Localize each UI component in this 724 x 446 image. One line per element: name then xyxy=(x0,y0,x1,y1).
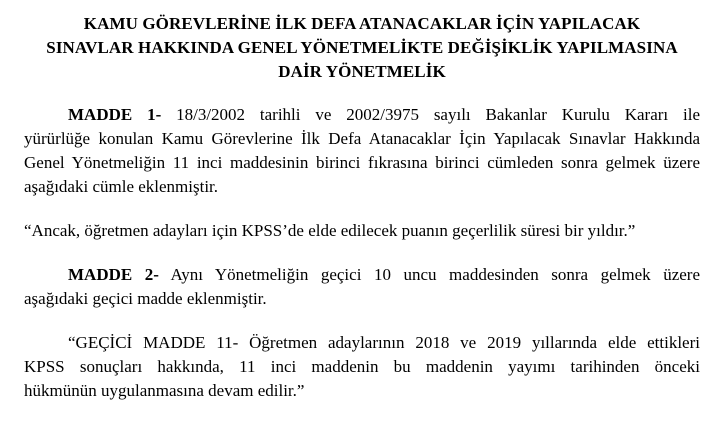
title-line-1: KAMU GÖREVLERİNE İLK DEFA ATANACAKLAR İÇİN YAPILACAK xyxy=(83,14,641,33)
article-2-paragraph xyxy=(24,263,700,311)
quote-1-line: “Ancak, öğretmen adayları için KPSS’de elde edilecek puanın geçerlilik süresi bir yıldır.” xyxy=(24,221,636,240)
quote-2-line-2: KPSS sonuçları hakkında, 11 inci maddenin bu maddenin yayımı tarihinden önceki xyxy=(24,357,700,376)
quote-2-line-1: “GEÇİCİ MADDE 11- Öğretmen adaylarının 2018 ve 2019 yıllarında elde ettikleri xyxy=(68,333,700,352)
document-title xyxy=(24,12,700,84)
article-1-line-3: Genel Yönetmeliğin 11 inci maddesinin birinci fıkrasına birinci cümleden sonra gelmek üzere xyxy=(24,153,700,172)
article-1-label: MADDE 1- xyxy=(68,105,162,124)
article-1-line-1-text: 18/3/2002 tarihli ve 2002/3975 sayılı Bakanlar Kurulu Kararı ile xyxy=(176,105,700,124)
title-line-2: SINAVLAR HAKKINDA GENEL YÖNETMELİKTE DEĞİŞİKLİK YAPILMASINA xyxy=(46,38,678,57)
document-body xyxy=(24,103,700,403)
article-1-line-2: yürürlüğe konulan Kamu Görevlerine İlk Defa Atanacaklar İçin Yapılacak Sınavlar Hakkında xyxy=(24,129,700,148)
quote-2-line-3: hükmünün uygulanmasına devam edilir.” xyxy=(24,381,305,400)
article-1-paragraph xyxy=(24,103,700,199)
quote-2-paragraph xyxy=(24,331,700,403)
article-1-line-1 xyxy=(24,103,700,127)
article-2-line-1 xyxy=(24,263,700,287)
article-1-line-4: aşağıdaki cümle eklenmiştir. xyxy=(24,177,219,196)
title-line-3: DAİR YÖNETMELİK xyxy=(278,62,446,81)
quote-1-paragraph xyxy=(24,219,700,243)
article-2-line-1-text: Aynı Yönetmeliğin geçici 10 uncu maddesinden sonra gelmek üzere xyxy=(170,265,700,284)
article-2-line-2: aşağıdaki geçici madde eklenmiştir. xyxy=(24,289,267,308)
article-2-label: MADDE 2- xyxy=(68,265,159,284)
